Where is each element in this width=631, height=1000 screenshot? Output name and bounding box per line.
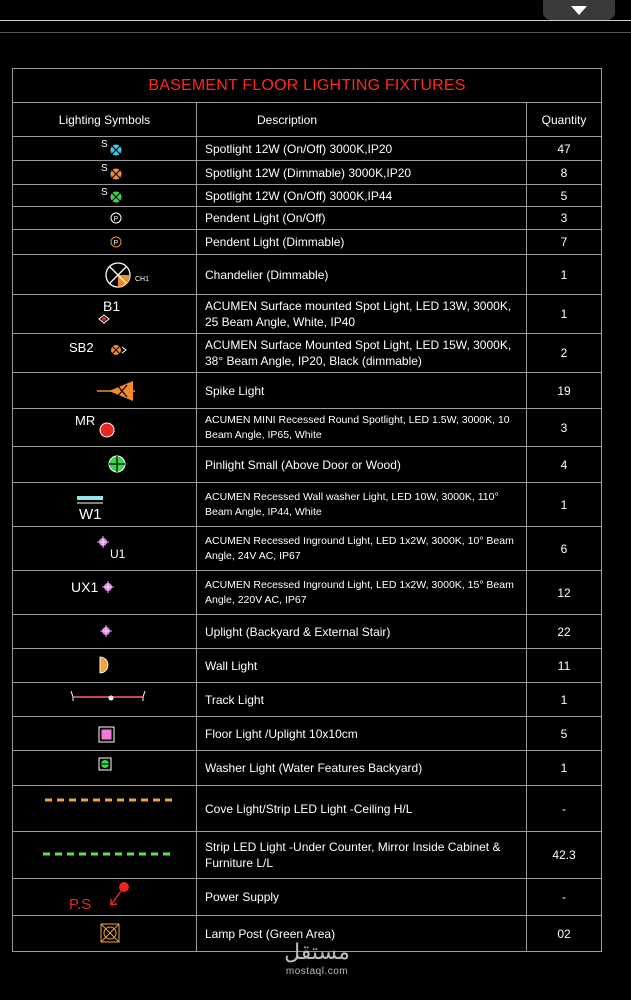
row-description: Track Light xyxy=(197,683,527,717)
row-quantity: 42.3 xyxy=(527,832,602,879)
pendent-light-icon xyxy=(13,207,197,230)
row-quantity: 5 xyxy=(527,185,602,207)
row-quantity: 4 xyxy=(527,447,602,483)
symbol-label: MR xyxy=(75,413,96,428)
symbol-label: CH1 xyxy=(135,276,150,283)
cove-strip-led-icon xyxy=(13,786,197,832)
symbol-label: B1 xyxy=(103,298,121,314)
row-description: Lamp Post (Green Area) xyxy=(197,916,527,952)
row-quantity: 19 xyxy=(527,373,602,409)
symbol-label: SB2 xyxy=(69,340,94,355)
row-description: Washer Light (Water Features Backyard) xyxy=(197,751,527,786)
table-title: BASEMENT FLOOR LIGHTING FIXTURES xyxy=(13,69,602,103)
row-quantity: 47 xyxy=(527,137,602,161)
symbol-label: P xyxy=(113,216,119,223)
row-quantity: 5 xyxy=(527,717,602,751)
table-row xyxy=(13,161,602,185)
table-row xyxy=(13,483,602,527)
table-row xyxy=(13,207,602,230)
table-row xyxy=(13,571,602,615)
row-description: Chandelier (Dimmable) xyxy=(197,255,527,295)
table-row xyxy=(13,373,602,409)
track-light-icon xyxy=(13,683,197,717)
table-row xyxy=(13,832,602,879)
power-supply-icon xyxy=(13,879,197,916)
row-description: Pinlight Small (Above Door or Wood) xyxy=(197,447,527,483)
symbol-label: P.S xyxy=(69,896,92,913)
row-quantity: 11 xyxy=(527,649,602,683)
inground-light-icon xyxy=(13,527,197,571)
symbol-label: U1 xyxy=(110,547,126,561)
row-quantity: 1 xyxy=(527,255,602,295)
table-row xyxy=(13,786,602,832)
row-quantity: - xyxy=(527,786,602,832)
collapse-toggle-button[interactable] xyxy=(543,0,615,20)
header-symbols: Lighting Symbols xyxy=(13,103,197,137)
row-description: ACUMEN MINI Recessed Round Spotlight, LED 1.5W, 3000K, 10 Beam Angle, IP65, White xyxy=(197,409,527,447)
row-description: Floor Light /Uplight 10x10cm xyxy=(197,717,527,751)
watermark-arabic: مستقل xyxy=(284,940,350,965)
row-quantity: 3 xyxy=(527,409,602,447)
table-row xyxy=(13,615,602,649)
spotlight-orange-icon xyxy=(13,161,197,185)
row-description: Spike Light xyxy=(197,373,527,409)
mini-recessed-spotlight-icon xyxy=(13,409,197,447)
row-quantity: 12 xyxy=(527,571,602,615)
pendent-light-dimmable-icon xyxy=(13,230,197,255)
pinlight-icon xyxy=(13,447,197,483)
row-description: Uplight (Backyard & External Stair) xyxy=(197,615,527,649)
surface-spotlight-icon xyxy=(13,295,197,334)
table-row xyxy=(13,185,602,207)
table-row xyxy=(13,649,602,683)
table-row xyxy=(13,879,602,916)
strip-led-icon xyxy=(13,832,197,879)
header-quantity: Quantity xyxy=(527,103,602,137)
row-quantity: 22 xyxy=(527,615,602,649)
table-row xyxy=(13,717,602,751)
table-row xyxy=(13,527,602,571)
row-quantity: 7 xyxy=(527,230,602,255)
table-row xyxy=(13,295,602,334)
table-row xyxy=(13,683,602,717)
row-quantity: 3 xyxy=(527,207,602,230)
wall-light-icon xyxy=(13,649,197,683)
row-description: ACUMEN Recessed Inground Light, LED 1x2W, 3000K, 15° Beam Angle, 220V AC, IP67 xyxy=(197,571,527,615)
table-row xyxy=(13,409,602,447)
row-quantity: 2 xyxy=(527,334,602,373)
top-divider-secondary xyxy=(0,32,631,33)
header-description: Description xyxy=(197,103,527,137)
row-description: Spotlight 12W (Dimmable) 3000K,IP20 xyxy=(197,161,527,185)
uplight-icon xyxy=(13,615,197,649)
row-description: Spotlight 12W (On/Off) 3000K,IP44 xyxy=(197,185,527,207)
symbol-label: S xyxy=(101,163,108,174)
inground-light-220v-icon xyxy=(13,571,197,615)
floor-light-icon xyxy=(13,717,197,751)
row-description: Pendent Light (Dimmable) xyxy=(197,230,527,255)
table-row xyxy=(13,447,602,483)
row-quantity: 02 xyxy=(527,916,602,952)
top-divider xyxy=(0,20,631,21)
row-quantity: 1 xyxy=(527,295,602,334)
washer-light-icon xyxy=(13,751,197,786)
row-quantity: 1 xyxy=(527,751,602,786)
spike-light-icon xyxy=(13,373,197,409)
chevron-down-icon xyxy=(571,5,587,15)
table-row xyxy=(13,751,602,786)
row-description: Wall Light xyxy=(197,649,527,683)
row-quantity: 1 xyxy=(527,483,602,527)
row-description: ACUMEN Recessed Wall washer Light, LED 10W, 3000K, 110° Beam Angle, IP44, White xyxy=(197,483,527,527)
symbol-label: UX1 xyxy=(71,579,99,595)
row-description: ACUMEN Recessed Inground Light, LED 1x2W, 3000K, 10° Beam Angle, 24V AC, IP67 xyxy=(197,527,527,571)
chandelier-icon xyxy=(13,255,197,295)
lighting-legend-table xyxy=(12,68,602,952)
row-description: Spotlight 12W (On/Off) 3000K,IP20 xyxy=(197,137,527,161)
row-description: Pendent Light (On/Off) xyxy=(197,207,527,230)
table-row xyxy=(13,137,602,161)
symbol-label: S xyxy=(101,187,108,198)
symbol-label: P xyxy=(113,240,119,247)
spotlight-cyan-icon xyxy=(13,137,197,161)
symbol-label: W1 xyxy=(79,506,102,523)
row-quantity: 1 xyxy=(527,683,602,717)
row-description: ACUMEN Surface Mounted Spot Light, LED 15W, 3000K, 38° Beam Angle, IP20, Black (dimmable) xyxy=(197,334,527,373)
table-row xyxy=(13,230,602,255)
watermark-latin: mostaql.com xyxy=(285,966,349,977)
row-quantity: 6 xyxy=(527,527,602,571)
lamp-post-icon xyxy=(13,916,197,952)
table-row xyxy=(13,334,602,373)
row-description: Strip LED Light -Under Counter, Mirror Inside Cabinet & Furniture L/L xyxy=(197,832,527,879)
row-quantity: - xyxy=(527,879,602,916)
row-quantity: 8 xyxy=(527,161,602,185)
row-description: Power Supply xyxy=(197,879,527,916)
spotlight-green-icon xyxy=(13,185,197,207)
row-description: ACUMEN Surface mounted Spot Light, LED 13W, 3000K, 25 Beam Angle, White, IP40 xyxy=(197,295,527,334)
symbol-label: S xyxy=(101,139,108,150)
table-row xyxy=(13,255,602,295)
row-description: Cove Light/Strip LED Light -Ceiling H/L xyxy=(197,786,527,832)
wall-washer-icon xyxy=(13,483,197,527)
surface-spotlight-black-icon xyxy=(13,334,197,373)
watermark xyxy=(272,940,362,977)
